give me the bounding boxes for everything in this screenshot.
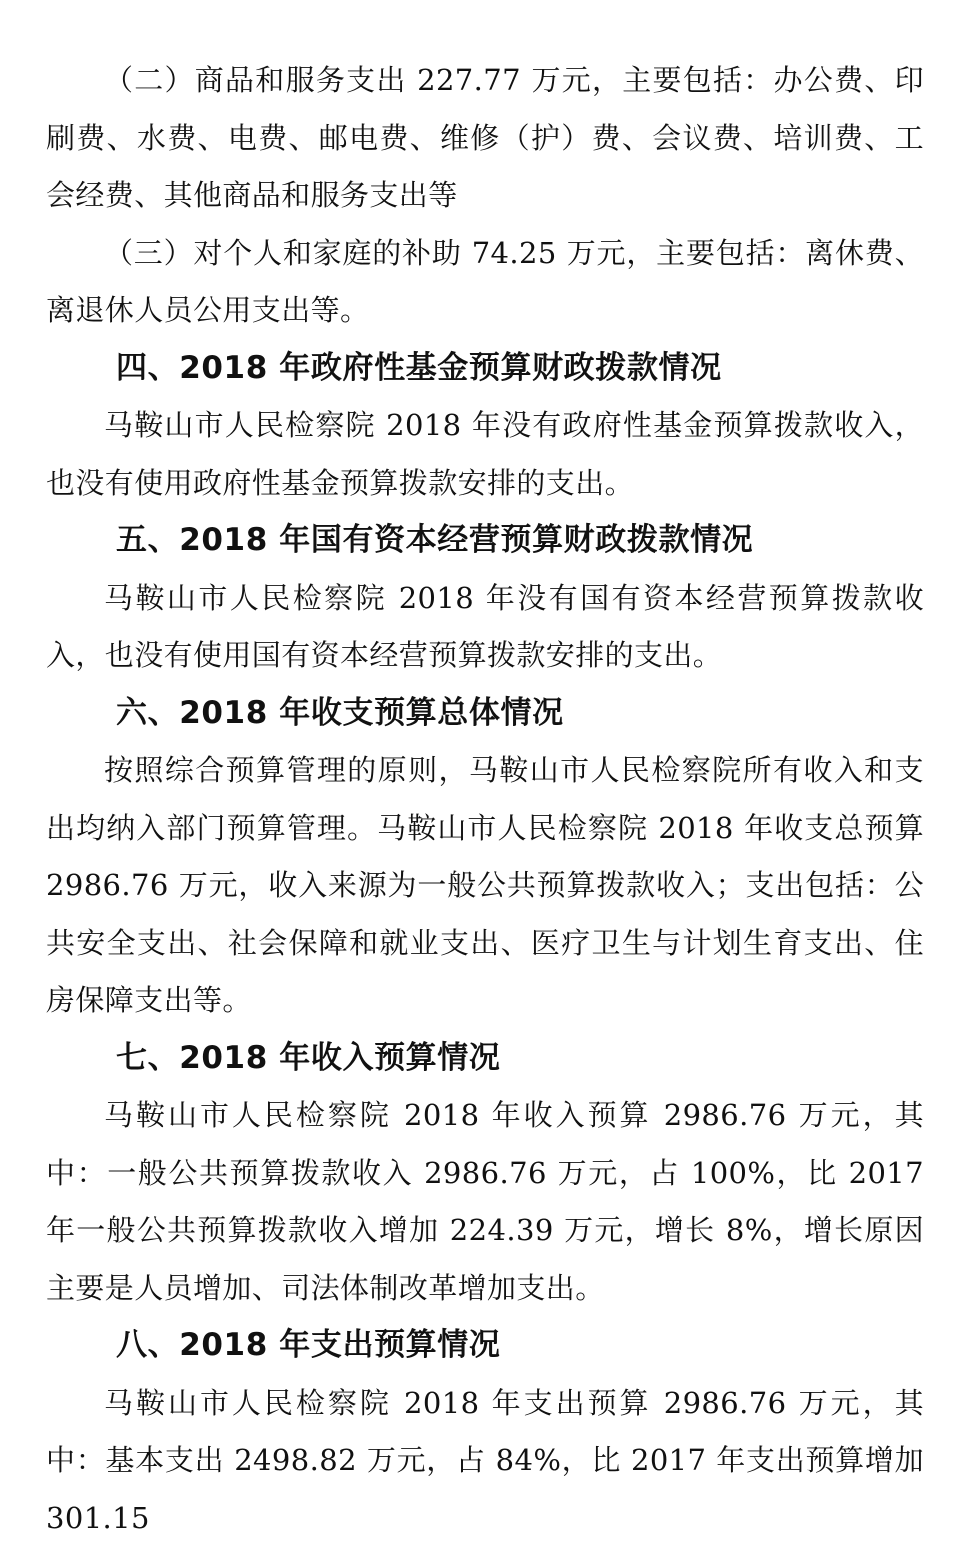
heading-government-fund: 四、2018 年政府性基金预算财政拨款情况 <box>46 340 924 398</box>
paragraph-overall-budget: 按照综合预算管理的原则，马鞍山市人民检察院所有收入和支出均纳入部门预算管理。马鞍山市人民检察院 2018 年收支总预算 2986.76 万元，收入来源为一般公共预算拨款收入；支出包括：公共安全支出、社会保障和就业支出、医疗卫生与计划生育支出、住房保障支出等。 <box>46 742 924 1030</box>
paragraph-household-subsidy: （三）对个人和家庭的补助 74.25 万元，主要包括：离休费、离退休人员公用支出等。 <box>46 225 924 340</box>
paragraph-income-budget: 马鞍山市人民检察院 2018 年收入预算 2986.76 万元，其中：一般公共预算拨款收入 2986.76 万元，占 100%，比 2017 年一般公共预算拨款收入增加 224.39 万元，增长 8%，增长原因主要是人员增加、司法体制改革增加支出。 <box>46 1087 924 1317</box>
heading-expenditure-budget: 八、2018 年支出预算情况 <box>46 1317 924 1375</box>
paragraph-goods-services: （二）商品和服务支出 227.77 万元，主要包括：办公费、印刷费、水费、电费、邮电费、维修（护）费、会议费、培训费、工会经费、其他商品和服务支出等 <box>46 52 924 225</box>
document-page <box>46 52 924 1547</box>
paragraph-state-capital: 马鞍山市人民检察院 2018 年没有国有资本经营预算拨款收入，也没有使用国有资本经营预算拨款安排的支出。 <box>46 570 924 685</box>
paragraph-expenditure-budget: 马鞍山市人民检察院 2018 年支出预算 2986.76 万元，其中：基本支出 2498.82 万元，占 84%，比 2017 年支出预算增加 301.15 <box>46 1375 924 1547</box>
heading-state-capital: 五、2018 年国有资本经营预算财政拨款情况 <box>46 512 924 570</box>
heading-income-budget: 七、2018 年收入预算情况 <box>46 1030 924 1088</box>
heading-overall-budget: 六、2018 年收支预算总体情况 <box>46 685 924 743</box>
paragraph-government-fund: 马鞍山市人民检察院 2018 年没有政府性基金预算拨款收入，也没有使用政府性基金预算拨款安排的支出。 <box>46 397 924 512</box>
